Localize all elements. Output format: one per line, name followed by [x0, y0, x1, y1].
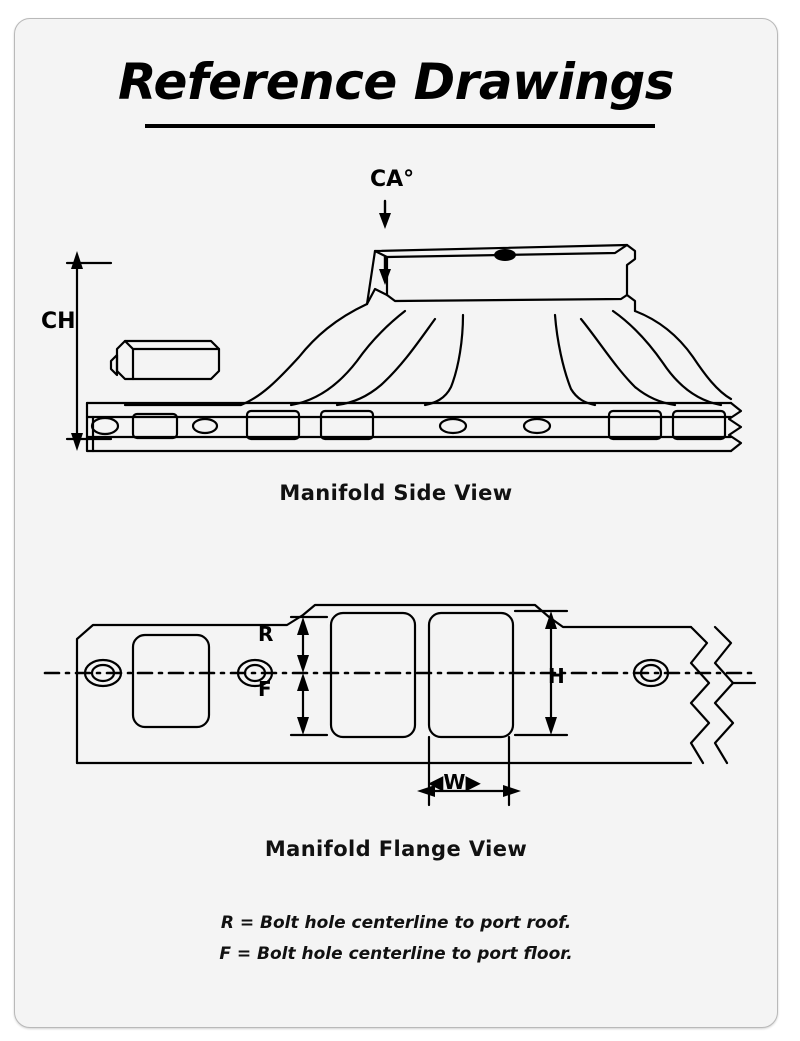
- legend-r-definition: R = Bolt hole centerline to port roof.: [220, 913, 572, 933]
- caption-side-view: Manifold Side View: [279, 481, 513, 505]
- label-ch: CH: [41, 309, 76, 334]
- carb-pad: [367, 245, 635, 311]
- ca-angle-arrow: [379, 201, 391, 285]
- label-r: R: [258, 622, 274, 646]
- flange-outline: [77, 605, 691, 763]
- reference-drawings-card: [14, 18, 778, 1028]
- flange-view-break: [691, 627, 755, 763]
- r-dimension: [291, 617, 327, 673]
- label-ca: CA°: [370, 167, 415, 192]
- legend-f-definition: F = Bolt hole centerline to port floor.: [219, 944, 573, 964]
- side-view-break: [729, 403, 741, 451]
- flange-ports: [133, 613, 513, 737]
- ch-dimension: [67, 251, 111, 451]
- label-w: ◀W▶: [428, 770, 481, 794]
- f-dimension: [291, 673, 327, 735]
- manifold-rail: [87, 403, 731, 451]
- left-boss: [111, 341, 219, 379]
- caption-flange-view: Manifold Flange View: [264, 837, 528, 861]
- manifold-body: [125, 304, 731, 405]
- label-h: H: [548, 664, 565, 688]
- label-f: F: [258, 677, 272, 701]
- page-title: Reference Drawings: [117, 53, 675, 111]
